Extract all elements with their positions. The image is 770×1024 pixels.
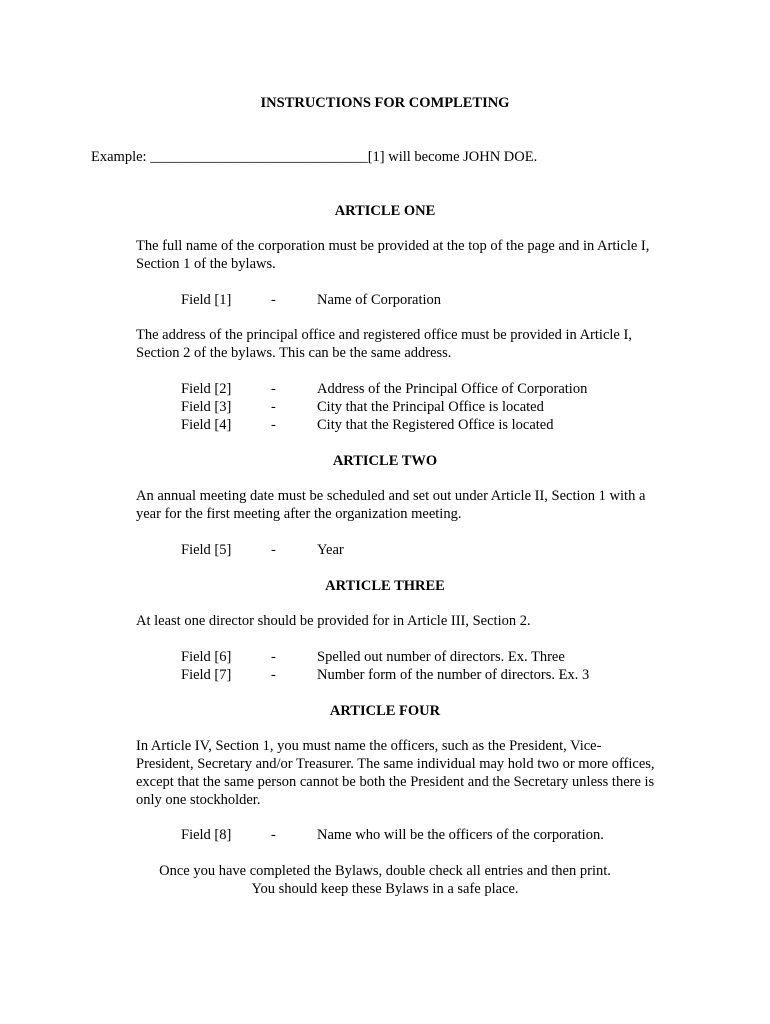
- paragraph-line: Section 2 of the bylaws. This can be the same address.: [136, 345, 452, 361]
- field-dash: -: [271, 417, 276, 433]
- field-label: Field [5]: [181, 542, 232, 558]
- field-label: Field [8]: [181, 827, 232, 843]
- field-description: Name of Corporation: [317, 292, 442, 308]
- paragraph-line: The address of the principal office and registered office must be provided in Article I,: [136, 327, 632, 343]
- closing-line-2: You should keep these Bylaws in a safe place.: [251, 881, 519, 897]
- field-description: Spelled out number of directors. Ex. Three: [317, 649, 565, 665]
- field-description: City that the Registered Office is located: [317, 417, 554, 433]
- field-label: Field [6]: [181, 649, 232, 665]
- paragraph-line: President, Secretary and/or Treasurer. The same individual may hold two or more offices,: [136, 756, 655, 772]
- article-two-heading: ARTICLE TWO: [332, 453, 438, 469]
- paragraph-line: An annual meeting date must be scheduled and set out under Article II, Section 1 with a: [136, 488, 646, 504]
- field-dash: -: [271, 827, 276, 843]
- article-four-heading: ARTICLE FOUR: [329, 703, 441, 719]
- field-description: Year: [317, 542, 344, 558]
- article-two-paragraph: [136, 487, 696, 523]
- paragraph-line: only one stockholder.: [136, 792, 261, 808]
- field-dash: -: [271, 649, 276, 665]
- field-description: City that the Principal Office is located: [317, 399, 544, 415]
- article-three-paragraph: [136, 612, 696, 630]
- example-blank: ______________________________: [150, 149, 368, 165]
- document-title: INSTRUCTIONS FOR COMPLETING: [260, 95, 510, 111]
- field-dash: -: [271, 381, 276, 397]
- paragraph-line: Section 1 of the bylaws.: [136, 256, 276, 272]
- field-description: Number form of the number of directors. Ex. 3: [317, 667, 590, 683]
- field-dash: -: [271, 667, 276, 683]
- article-one-paragraph-1: [136, 237, 696, 273]
- example-prefix: Example:: [91, 149, 147, 165]
- article-one-heading: ARTICLE ONE: [334, 203, 436, 219]
- example-suffix: [1] will become JOHN DOE.: [367, 149, 538, 165]
- example-line: [91, 148, 537, 166]
- field-description: Name who will be the officers of the corporation.: [317, 827, 604, 843]
- paragraph-line: At least one director should be provided for in Article III, Section 2.: [136, 613, 531, 629]
- article-one-paragraph-2: [136, 326, 696, 362]
- field-label: Field [4]: [181, 417, 232, 433]
- article-three-heading: ARTICLE THREE: [325, 578, 445, 594]
- field-dash: -: [271, 399, 276, 415]
- article-four-paragraph: [136, 737, 696, 809]
- paragraph-line: year for the first meeting after the organization meeting.: [136, 506, 462, 522]
- field-label: Field [1]: [181, 292, 232, 308]
- paragraph-line: The full name of the corporation must be provided at the top of the page and in Article I,: [136, 238, 650, 254]
- field-label: Field [7]: [181, 667, 232, 683]
- field-description: Address of the Principal Office of Corporation: [317, 381, 588, 397]
- closing-line-1: Once you have completed the Bylaws, double check all entries and then print.: [159, 863, 611, 879]
- field-label: Field [2]: [181, 381, 232, 397]
- field-dash: -: [271, 542, 276, 558]
- paragraph-line: In Article IV, Section 1, you must name the officers, such as the President, Vice-: [136, 738, 602, 754]
- field-dash: -: [271, 292, 276, 308]
- paragraph-line: except that the same person cannot be both the President and the Secretary unless there is: [136, 774, 655, 790]
- field-label: Field [3]: [181, 399, 232, 415]
